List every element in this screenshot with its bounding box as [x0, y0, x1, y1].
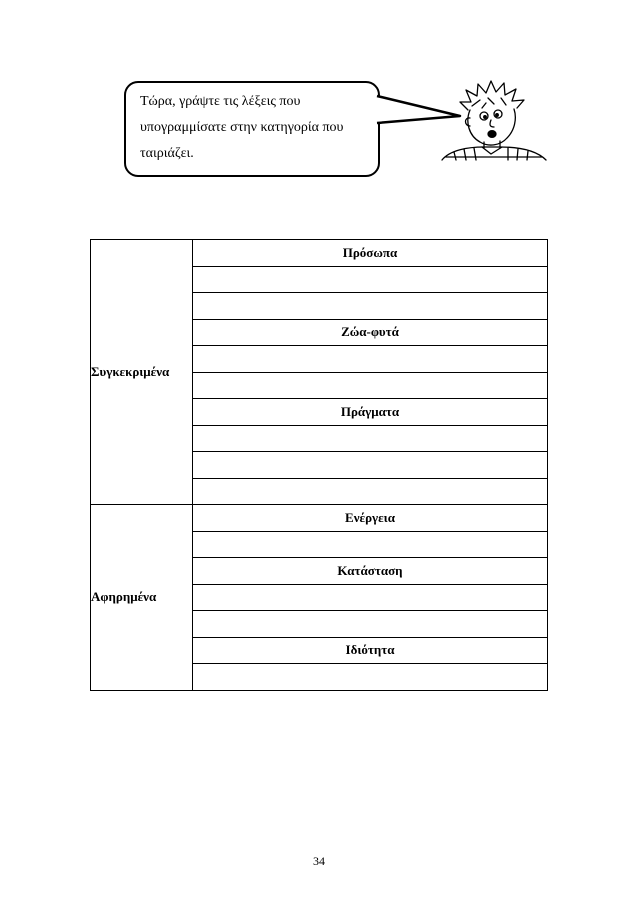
answer-cell[interactable] [193, 611, 548, 638]
answer-cell[interactable] [193, 372, 548, 399]
answer-cell[interactable] [193, 266, 548, 293]
answer-cell[interactable] [193, 584, 548, 611]
header-persons: Πρόσωπα [193, 240, 548, 267]
answer-cell[interactable] [193, 293, 548, 320]
answer-cell[interactable] [193, 452, 548, 479]
answer-cell[interactable] [193, 346, 548, 373]
word-category-table [90, 239, 548, 691]
bubble-line-3: ταιριάζει. [140, 146, 194, 161]
table-row [91, 505, 548, 532]
page-number: 34 [313, 854, 325, 868]
header-property: Ιδιότητα [193, 637, 548, 664]
cartoon-kid-icon [438, 80, 550, 162]
header-animals-plants: Ζώα-φυτά [193, 319, 548, 346]
answer-cell[interactable] [193, 531, 548, 558]
header-things: Πράγματα [193, 399, 548, 426]
answer-cell[interactable] [193, 664, 548, 691]
answer-cell[interactable] [193, 425, 548, 452]
bubble-line-2: υπογραμμίσατε στην κατηγορία που [140, 120, 344, 135]
category-abstract: Αφηρημένα [91, 505, 193, 691]
header-energy: Ενέργεια [193, 505, 548, 532]
header-state: Κατάσταση [193, 558, 548, 585]
bubble-line-1: Τώρα, γράψτε τις λέξεις που [140, 94, 301, 109]
answer-cell[interactable] [193, 478, 548, 505]
category-concrete: Συγκεκριμένα [91, 240, 193, 505]
speech-bubble [124, 81, 380, 177]
table-row [91, 240, 548, 267]
